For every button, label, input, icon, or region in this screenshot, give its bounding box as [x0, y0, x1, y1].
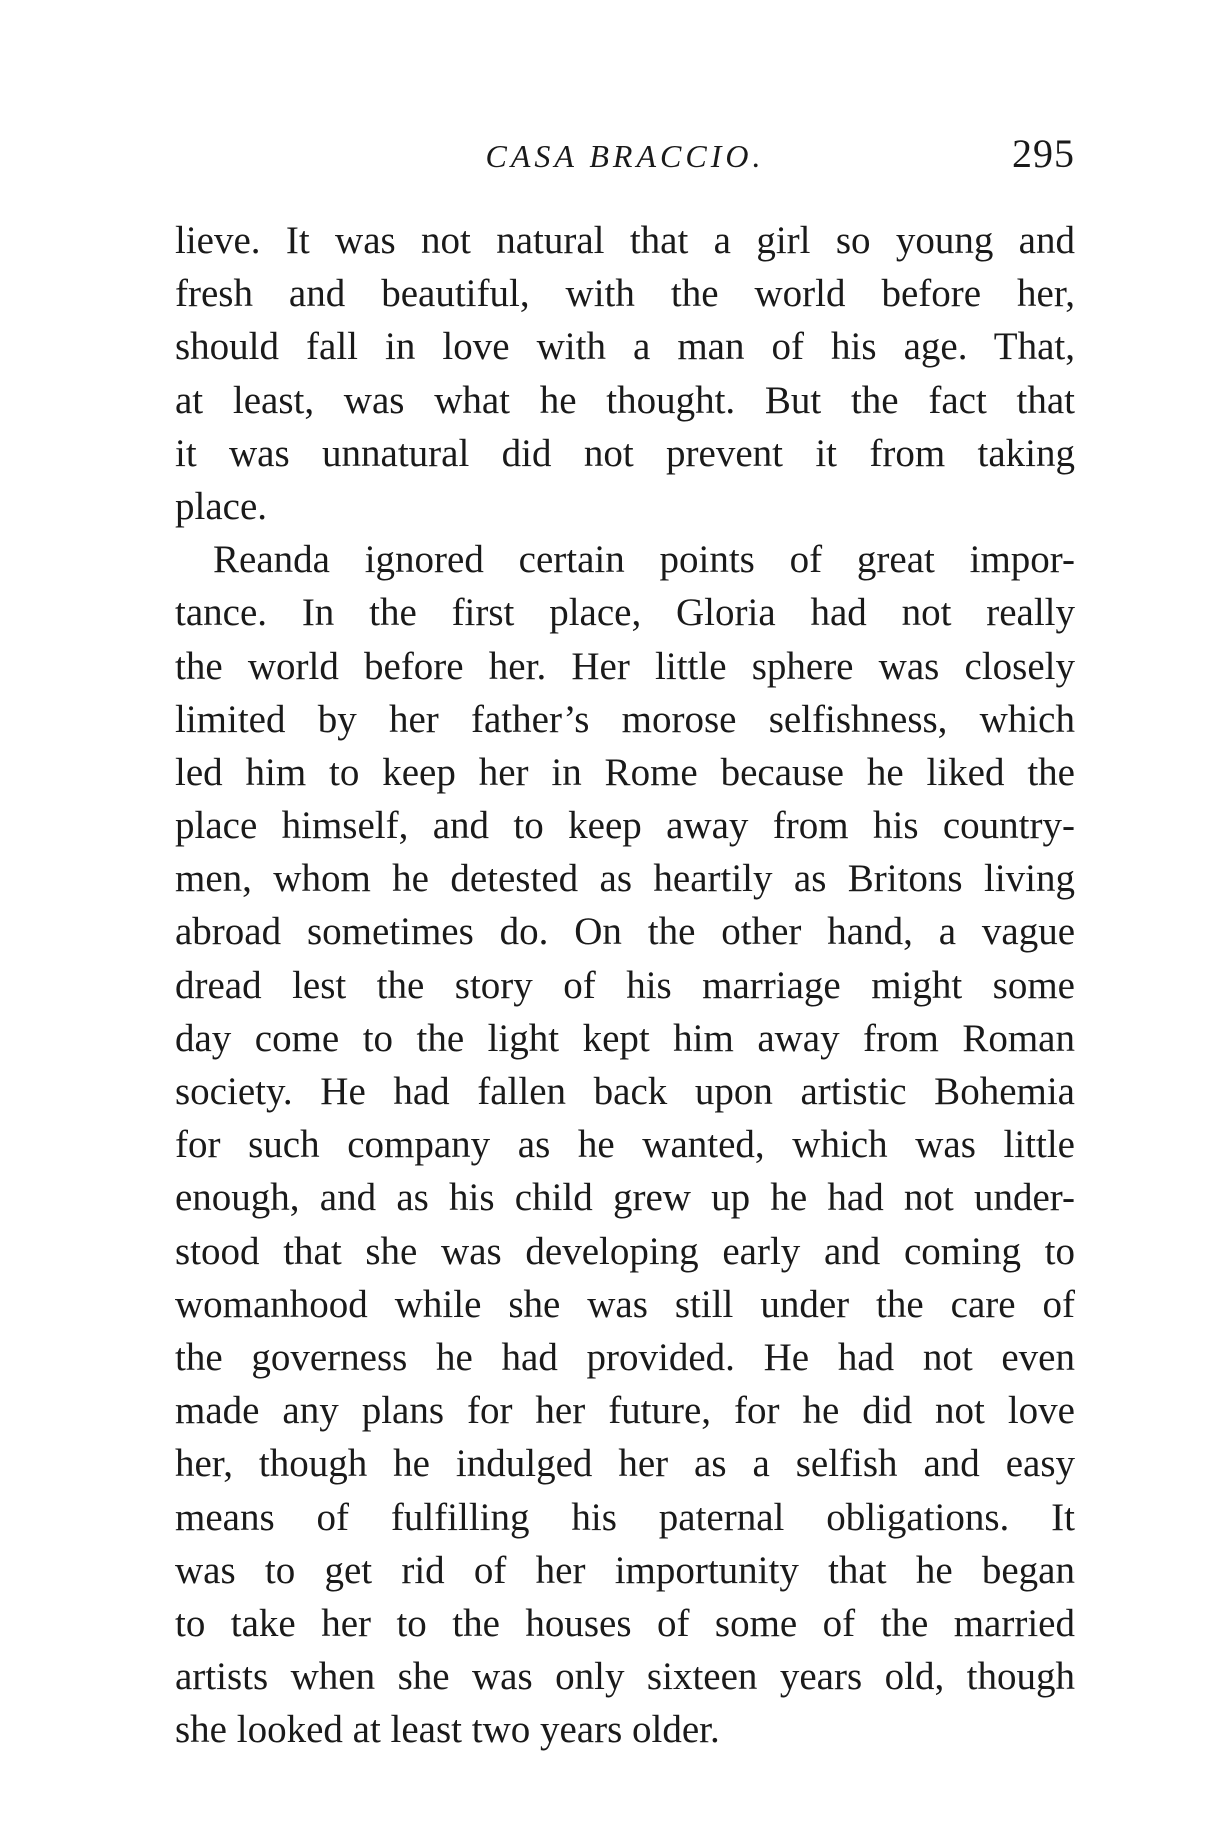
text-line: day come to the light kept him away from Roman	[175, 1016, 1075, 1060]
text-line: enough, and as his child grew up he had not under-	[175, 1176, 1075, 1220]
text-line: it was unnatural did not prevent it from taking	[175, 431, 1075, 475]
text-line: dread lest the story of his marriage might some	[175, 963, 1075, 1007]
text-line: at least, was what he thought. But the fact that	[175, 378, 1075, 422]
text-line: the world before her. Her little sphere was closely	[175, 644, 1075, 688]
text-line: artists when she was only sixteen years old, though	[175, 1655, 1075, 1699]
text-line: place himself, and to keep away from his country-	[175, 804, 1075, 848]
text-line: society. He had fallen back upon artistic Bohemia	[175, 1070, 1075, 1113]
text-line: lieve. It was not natural that a girl so young and	[175, 219, 1075, 262]
text-line: stood that she was developing early and coming to	[175, 1229, 1075, 1273]
text-line: the governess he had provided. He had not even	[175, 1335, 1075, 1379]
running-head	[175, 130, 1075, 180]
running-title: CASA BRACCIO.	[485, 138, 765, 174]
text-line: to take her to the houses of some of the married	[175, 1601, 1075, 1645]
text-line: was to get rid of her importunity that he began	[175, 1548, 1075, 1592]
text-line: limited by her father’s morose selfishness, which	[175, 697, 1075, 741]
text-line: made any plans for her future, for he did not love	[175, 1389, 1075, 1433]
text-line: for such company as he wanted, which was little	[175, 1123, 1075, 1167]
page-number: 295	[1012, 131, 1075, 176]
text-line: means of fulfilling his paternal obligations. It	[175, 1495, 1075, 1539]
text-line: place.	[175, 484, 268, 528]
body-text	[175, 214, 1075, 1756]
text-line: men, whom he detested as heartily as Britons living	[175, 857, 1075, 901]
text-line: she looked at least two years older.	[175, 1708, 720, 1752]
text-line: abroad sometimes do. On the other hand, a vague	[175, 910, 1075, 954]
text-line: fresh and beautiful, with the world before her,	[175, 272, 1075, 316]
text-line: Reanda ignored certain points of great impor-	[213, 538, 1075, 582]
text-line: should fall in love with a man of his age. That,	[175, 325, 1075, 369]
text-line: her, though he indulged her as a selfish and easy	[175, 1442, 1075, 1486]
text-line: womanhood while she was still under the care of	[175, 1282, 1075, 1326]
text-line: led him to keep her in Rome because he liked the	[175, 750, 1075, 794]
text-line: tance. In the first place, Gloria had not really	[175, 591, 1075, 635]
